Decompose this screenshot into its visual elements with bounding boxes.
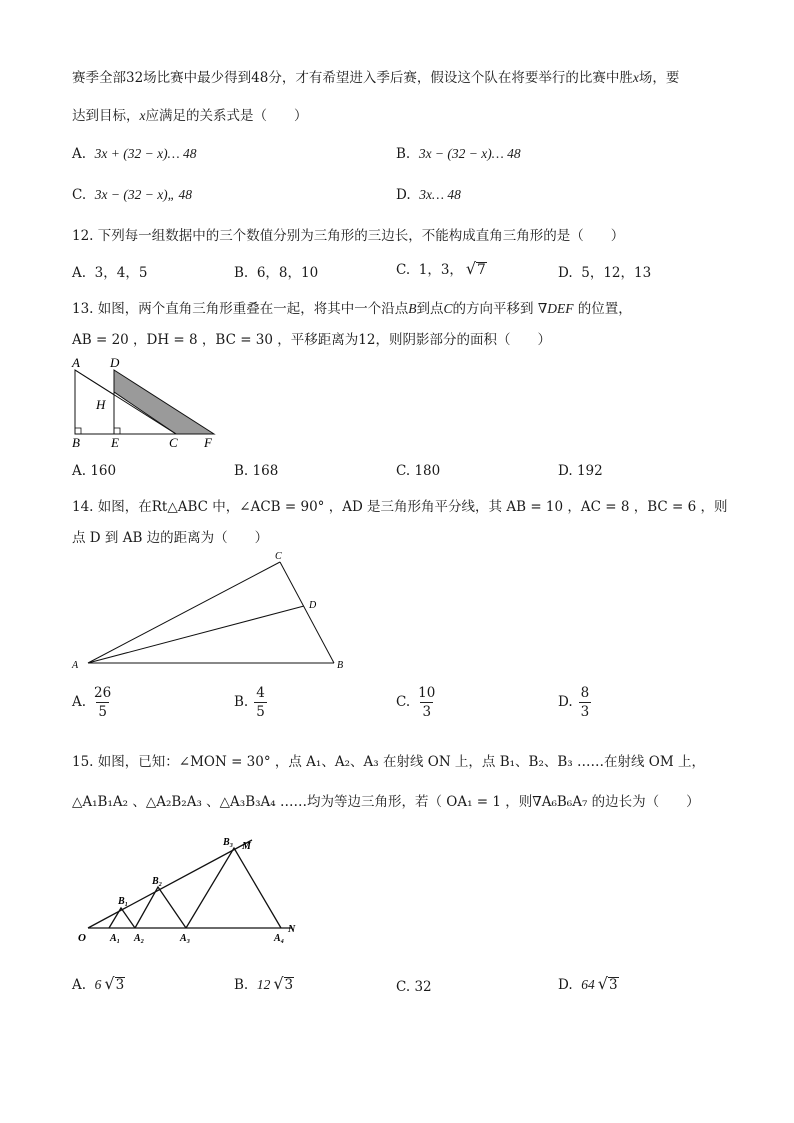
option-label: D. bbox=[558, 463, 573, 479]
option-label: B. bbox=[396, 146, 411, 162]
denominator: 3 bbox=[580, 704, 590, 721]
q13-figure bbox=[66, 352, 226, 450]
q15-option-b[interactable] bbox=[234, 976, 294, 993]
radicand: 7 bbox=[477, 261, 486, 278]
q13-option-b[interactable] bbox=[234, 463, 278, 479]
q12-option-d[interactable] bbox=[558, 261, 651, 281]
sqrt-symbol: √ 3 bbox=[597, 974, 618, 993]
q11-option-a[interactable] bbox=[72, 146, 196, 162]
fraction bbox=[579, 686, 592, 719]
q11-option-d[interactable] bbox=[396, 187, 461, 203]
q15-stem-line1: 15. 如图，已知：∠MON = 30° ，点 A₁、A₂、A₃ 在射线 ON 上，点 B₁、B₂、B₃ ……在射线 OM 上， bbox=[72, 754, 705, 770]
q12-option-a[interactable] bbox=[72, 261, 147, 281]
q14-option-b[interactable] bbox=[234, 686, 267, 719]
ray-om bbox=[88, 840, 252, 928]
option-label: A. bbox=[72, 265, 87, 281]
q13-stem-line1 bbox=[72, 297, 632, 317]
q11-stem-line2 bbox=[72, 104, 308, 124]
option-expr: 3x − (32 − x)… 48 bbox=[418, 146, 521, 161]
right-angle-b bbox=[75, 428, 81, 434]
option-text: 192 bbox=[576, 463, 603, 479]
fraction bbox=[92, 686, 113, 719]
label-o: O bbox=[78, 932, 86, 944]
option-text: 6，8，10 bbox=[256, 265, 319, 281]
q12-stem: 12. 下列每一组数据中的三个数值分别为三角形的三边长，不能构成直角三角形的是（ ） bbox=[72, 228, 625, 244]
q11-stem-line1 bbox=[72, 66, 679, 86]
radicand: 3 bbox=[284, 976, 294, 993]
q14-option-a[interactable] bbox=[72, 686, 113, 719]
q13-option-a[interactable] bbox=[72, 463, 116, 479]
triangle-2 bbox=[135, 887, 186, 928]
option-expr: 3x… 48 bbox=[419, 187, 461, 202]
q13-text-b: 到点 bbox=[416, 301, 444, 317]
triangle-1 bbox=[109, 908, 135, 928]
bisector-ad bbox=[88, 606, 304, 663]
denominator: 5 bbox=[98, 704, 107, 721]
q11-stem-end: 场，要 bbox=[638, 70, 680, 86]
q13-option-d[interactable] bbox=[558, 463, 603, 479]
q15-stem-line2: △A₁B₁A₂ 、△A₂B₂A₃ 、△A₃B₃A₄ ……均为等边三角形，若（ OA₁ = 1 ，则∇A₆B₆A₇ 的边长为（ ） bbox=[72, 794, 700, 810]
option-label: D. bbox=[558, 694, 573, 711]
label-b1: B₁ bbox=[118, 896, 129, 907]
option-label: A. bbox=[72, 694, 87, 711]
q11-var-x-2: x bbox=[139, 108, 146, 123]
numerator: 4 bbox=[256, 685, 265, 701]
option-label: C. bbox=[396, 979, 411, 995]
option-label: A. bbox=[72, 146, 87, 162]
label-h: H bbox=[96, 397, 106, 412]
option-expr: 3x − (32 − x)„ 48 bbox=[94, 187, 193, 202]
q15-option-d[interactable] bbox=[558, 976, 619, 993]
radicand: 3 bbox=[115, 976, 125, 993]
label-b2: B₂ bbox=[152, 876, 163, 887]
option-label: B. bbox=[234, 977, 249, 993]
side-cb bbox=[280, 562, 334, 663]
q13-option-c[interactable] bbox=[396, 463, 440, 479]
q13-triangle-def: ∇DEF bbox=[537, 301, 574, 316]
option-label: A. bbox=[72, 463, 87, 479]
option-label: C. bbox=[72, 187, 87, 203]
q15-option-c[interactable] bbox=[396, 979, 432, 995]
q14-stem-line1: 14. 如图，在Rt△ABC 中，∠ACB = 90° ，AD 是三角形角平分线，其 AB = 10 ，AC = 8 ，BC = 6 ，则 bbox=[72, 499, 728, 515]
coefficient: 6 bbox=[94, 977, 102, 992]
label-a: A bbox=[72, 660, 79, 671]
label-n: N bbox=[288, 924, 296, 935]
q14-figure bbox=[66, 548, 356, 674]
label-b: B bbox=[72, 435, 80, 450]
option-label: B. bbox=[234, 463, 249, 479]
sqrt-symbol: √ 3 bbox=[273, 974, 294, 993]
q11-stem-text: 赛季全部32场比赛中最少得到48分，才有希望进入季后赛，假设这个队在将要举行的比赛中胜 bbox=[72, 70, 633, 86]
q14-option-c[interactable] bbox=[396, 686, 437, 719]
q14-stem-line2: 点 D 到 AB 边的距离为（ ） bbox=[72, 530, 269, 546]
q11-option-c[interactable] bbox=[72, 187, 192, 203]
option-label: C. bbox=[396, 262, 411, 278]
fraction bbox=[254, 686, 267, 719]
numerator: 10 bbox=[418, 685, 436, 701]
sqrt-symbol: √ 7 bbox=[465, 259, 486, 278]
q13-point-b: B bbox=[408, 301, 417, 316]
option-label: D. bbox=[396, 187, 411, 203]
radicand: 3 bbox=[608, 976, 618, 993]
option-label: D. bbox=[558, 977, 573, 993]
q11-stem-line2-end: 应满足的关系式是（ ） bbox=[145, 108, 308, 124]
q12-option-c[interactable] bbox=[396, 258, 487, 278]
denominator: 3 bbox=[422, 704, 432, 721]
coefficient: 64 bbox=[581, 977, 595, 992]
denominator: 5 bbox=[256, 704, 265, 721]
q12-option-b[interactable] bbox=[234, 261, 318, 281]
option-text: 32 bbox=[414, 979, 432, 995]
fraction bbox=[416, 686, 437, 719]
side-ac bbox=[88, 562, 280, 663]
label-c: C bbox=[275, 551, 282, 562]
option-label: C. bbox=[396, 694, 411, 711]
label-a2: A₂ bbox=[134, 933, 145, 944]
option-text: 3，4，5 bbox=[94, 265, 148, 281]
option-expr: 3x + (32 − x)… 48 bbox=[94, 146, 197, 161]
q13-point-c: C bbox=[443, 301, 453, 316]
q11-var-x: x bbox=[632, 70, 639, 85]
option-label: C. bbox=[396, 463, 411, 479]
label-a1: A₁ bbox=[110, 933, 121, 944]
option-text: 180 bbox=[414, 463, 441, 479]
label-b3: B₃ bbox=[223, 837, 234, 848]
q15-option-a[interactable] bbox=[72, 976, 125, 993]
q11-option-b[interactable] bbox=[396, 146, 521, 162]
numerator: 26 bbox=[94, 685, 112, 701]
q14-option-d[interactable] bbox=[558, 686, 591, 719]
option-text: 168 bbox=[252, 463, 279, 479]
label-d: D bbox=[110, 355, 120, 370]
q13-text-a: 13. 如图，两个直角三角形重叠在一起，将其中一个沿点 bbox=[72, 301, 409, 317]
label-b: B bbox=[337, 660, 344, 671]
numerator: 8 bbox=[580, 685, 590, 701]
q15-figure bbox=[74, 832, 314, 947]
coefficient: 12 bbox=[256, 977, 271, 992]
label-a3: A₃ bbox=[180, 933, 191, 944]
label-d: D bbox=[309, 600, 317, 611]
option-label: B. bbox=[234, 694, 249, 711]
q11-stem-line2-start: 达到目标， bbox=[72, 108, 140, 124]
option-label: D. bbox=[558, 265, 573, 281]
option-text: 160 bbox=[90, 463, 117, 479]
sqrt-symbol: √ 3 bbox=[104, 974, 125, 993]
label-c: C bbox=[169, 435, 178, 450]
label-e: E bbox=[111, 435, 119, 450]
q13-text-d: 的位置， bbox=[577, 301, 632, 317]
label-m: M bbox=[242, 841, 251, 852]
option-label: B. bbox=[234, 265, 249, 281]
option-text: 1，3， bbox=[418, 262, 463, 278]
option-label: A. bbox=[72, 977, 87, 993]
option-text: 5，12，13 bbox=[581, 265, 652, 281]
q13-text-c: 的方向平移到 bbox=[452, 301, 534, 317]
label-f: F bbox=[204, 435, 212, 450]
label-a: A bbox=[72, 355, 80, 370]
q13-stem-line2: AB = 20 ，DH = 8 ，BC = 30 ，平移距离为12，则阴影部分的面积（ ） bbox=[72, 332, 551, 348]
triangle-3 bbox=[186, 848, 281, 928]
label-a4: A₄ bbox=[274, 933, 285, 944]
